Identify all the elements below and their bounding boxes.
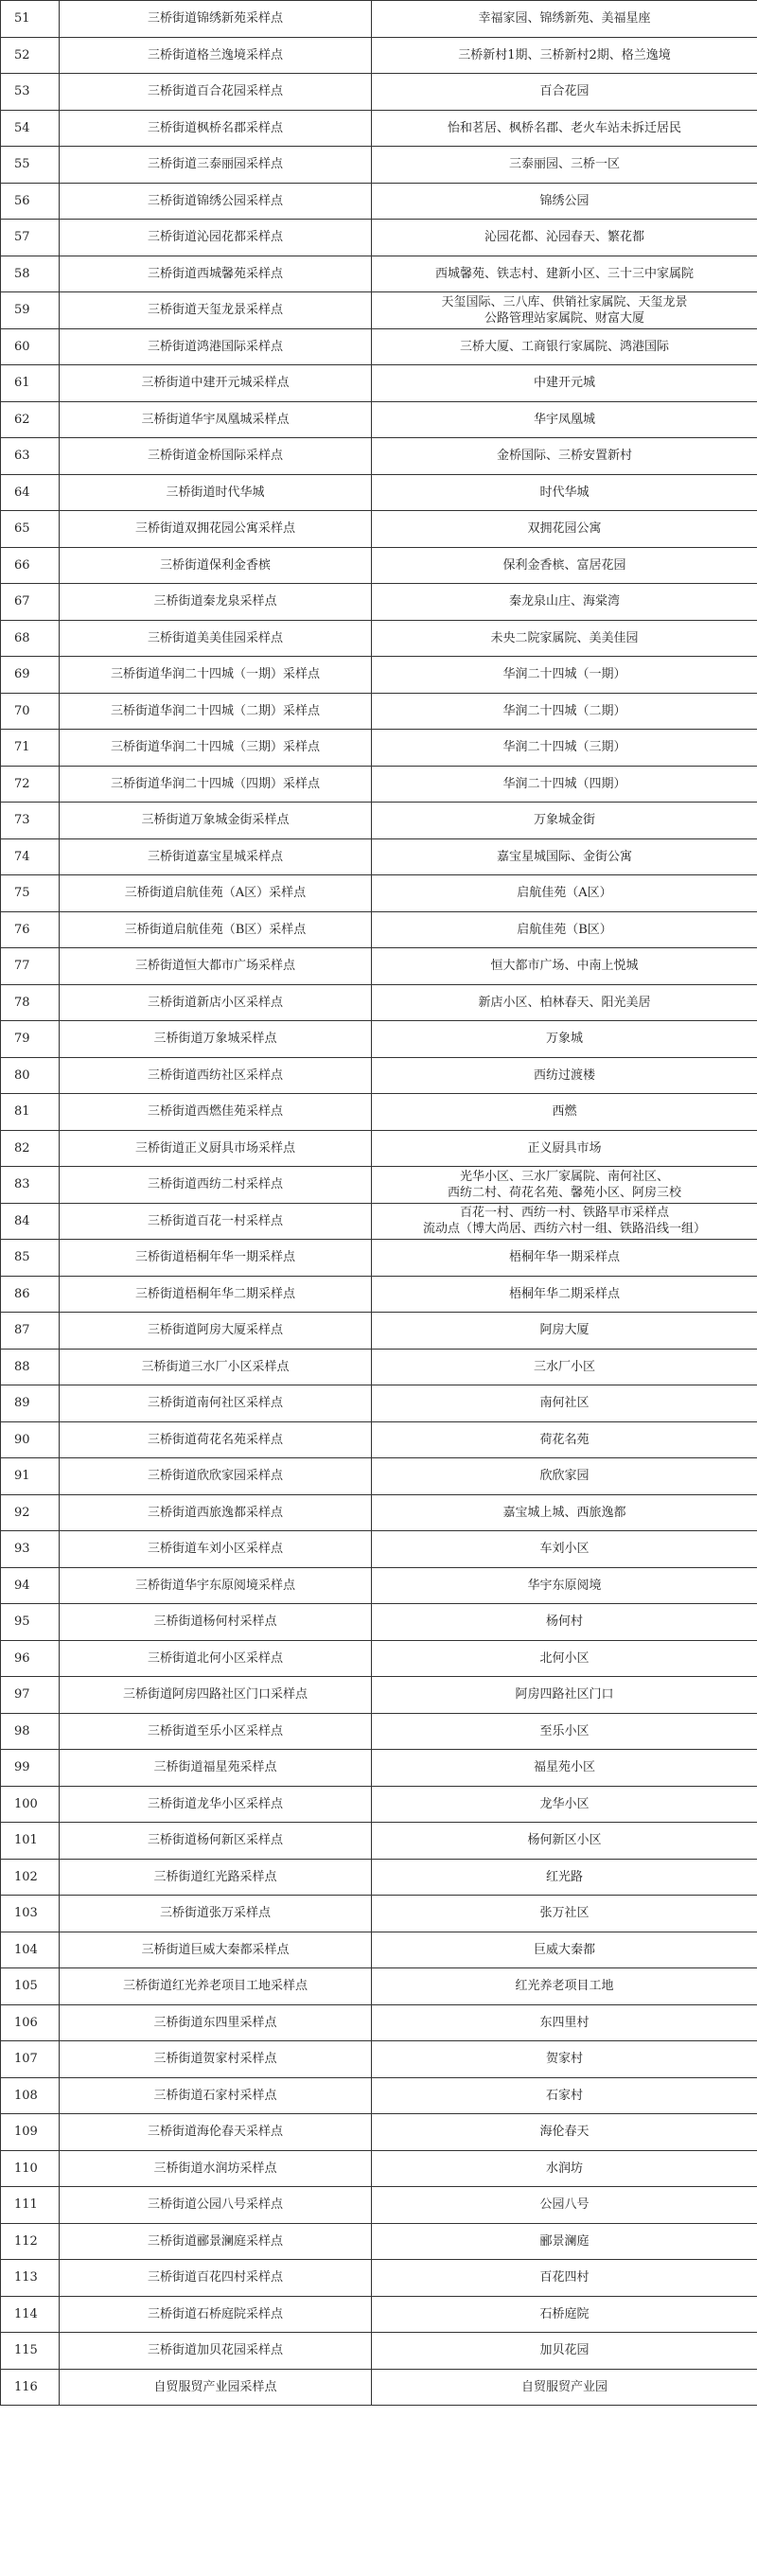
row-number: 106 [1,2004,60,2041]
covered-area: 西燃 [372,1094,757,1131]
table-row [1,620,757,657]
row-number: 76 [1,911,60,948]
table-row [1,1167,757,1204]
table-row [1,657,757,694]
sampling-site-name: 三桥街道荷花名苑采样点 [60,1421,372,1458]
row-number: 111 [1,2187,60,2224]
sampling-site-name: 三桥街道红光养老项目工地采样点 [60,1968,372,2005]
table-row [1,1,757,38]
covered-area: 张万社区 [372,1896,757,1932]
covered-area: 自贸服贸产业园 [372,2369,757,2406]
table-row [1,220,757,256]
table-row [1,401,757,438]
table-row [1,803,757,839]
sampling-site-name: 三桥街道西燃佳苑采样点 [60,1094,372,1131]
table-row [1,1567,757,1604]
covered-area: 天玺国际、三八库、供销社家属院、天玺龙景 公路管理站家属院、财富大厦 [372,292,757,329]
sampling-site-name: 三桥街道福星苑采样点 [60,1750,372,1787]
table-row [1,2369,757,2406]
covered-area: 梧桐年华二期采样点 [372,1276,757,1313]
table-row [1,584,757,621]
sampling-site-name: 三桥街道张万采样点 [60,1896,372,1932]
table-row [1,2333,757,2370]
table-row [1,2260,757,2297]
row-number: 53 [1,74,60,111]
sampling-site-name: 三桥街道恒大都市广场采样点 [60,948,372,985]
row-number: 56 [1,183,60,220]
covered-area: 至乐小区 [372,1713,757,1750]
sampling-site-name: 三桥街道贺家村采样点 [60,2041,372,2078]
row-number: 80 [1,1057,60,1094]
table-row [1,2077,757,2114]
sampling-site-name: 三桥街道三泰丽园采样点 [60,147,372,184]
sampling-site-name: 三桥街道万象城金街采样点 [60,803,372,839]
table-row [1,292,757,329]
covered-area: 未央二院家属院、美美佳园 [372,620,757,657]
table-row [1,1349,757,1385]
covered-area: 启航佳苑（B区） [372,911,757,948]
table-row [1,256,757,292]
sampling-site-name: 三桥街道格兰逸境采样点 [60,37,372,74]
covered-area: 红光养老项目工地 [372,1968,757,2005]
row-number: 98 [1,1713,60,1750]
sampling-site-name: 三桥街道锦绣新苑采样点 [60,1,372,38]
covered-area: 恒大都市广场、中南上悦城 [372,948,757,985]
table-row [1,1458,757,1495]
row-number: 107 [1,2041,60,2078]
sampling-site-name: 三桥街道美美佳园采样点 [60,620,372,657]
sampling-site-name: 三桥街道西纺二村采样点 [60,1167,372,1204]
row-number: 93 [1,1531,60,1568]
row-number: 67 [1,584,60,621]
table-row [1,1313,757,1350]
row-number: 85 [1,1240,60,1277]
table-row [1,147,757,184]
table-row [1,511,757,548]
covered-area: 欣欣家园 [372,1458,757,1495]
table-row [1,1896,757,1932]
row-number: 103 [1,1896,60,1932]
row-number: 58 [1,256,60,292]
sampling-site-name: 三桥街道锦绣公园采样点 [60,183,372,220]
covered-area: 华宇凤凰城 [372,401,757,438]
covered-area: 嘉宝星城国际、金街公寓 [372,838,757,875]
row-number: 54 [1,110,60,147]
table-row [1,1130,757,1167]
sampling-site-name: 三桥街道华润二十四城（三期）采样点 [60,730,372,767]
sampling-site-name: 三桥街道石桥庭院采样点 [60,2296,372,2333]
table-row [1,1203,757,1240]
row-number: 92 [1,1494,60,1531]
covered-area: 嘉宝城上城、西旅逸都 [372,1494,757,1531]
covered-area: 西城馨苑、铁志村、建新小区、三十三中家属院 [372,256,757,292]
sampling-site-name: 三桥街道杨何新区采样点 [60,1823,372,1860]
covered-area: 秦龙泉山庄、海棠湾 [372,584,757,621]
row-number: 113 [1,2260,60,2297]
sampling-site-name: 三桥街道杨何村采样点 [60,1604,372,1641]
covered-area: 百合花园 [372,74,757,111]
table-row [1,37,757,74]
table-row [1,365,757,402]
row-number: 73 [1,803,60,839]
covered-area: 车刘小区 [372,1531,757,1568]
row-number: 72 [1,766,60,803]
sampling-site-name: 三桥街道阿房大厦采样点 [60,1313,372,1350]
covered-area: 公园八号 [372,2187,757,2224]
table-row [1,1677,757,1714]
table-row [1,328,757,365]
sampling-site-name: 三桥街道梧桐年华一期采样点 [60,1240,372,1277]
table-row [1,110,757,147]
covered-area: 龙华小区 [372,1786,757,1823]
covered-area: 贺家村 [372,2041,757,2078]
covered-area: 三泰丽园、三桥一区 [372,147,757,184]
table-row [1,2296,757,2333]
covered-area: 华润二十四城（三期） [372,730,757,767]
covered-area: 保利金香槟、富居花园 [372,547,757,584]
sampling-site-name: 三桥街道鸿港国际采样点 [60,328,372,365]
sampling-site-name: 三桥街道金桥国际采样点 [60,438,372,475]
row-number: 74 [1,838,60,875]
row-number: 70 [1,693,60,730]
row-number: 62 [1,401,60,438]
sampling-site-name: 三桥街道正义厨具市场采样点 [60,1130,372,1167]
sampling-site-name: 三桥街道海伦春天采样点 [60,2114,372,2151]
row-number: 96 [1,1640,60,1677]
sampling-site-name: 三桥街道巨威大秦都采样点 [60,1932,372,1968]
table-row [1,547,757,584]
covered-area: 荷花名苑 [372,1421,757,1458]
sampling-site-name: 三桥街道华润二十四城（二期）采样点 [60,693,372,730]
covered-area: 杨何村 [372,1604,757,1641]
covered-area: 阿房大厦 [372,1313,757,1350]
row-number: 52 [1,37,60,74]
table-row [1,2041,757,2078]
covered-area: 正义厨具市场 [372,1130,757,1167]
sampling-site-name: 三桥街道百合花园采样点 [60,74,372,111]
row-number: 63 [1,438,60,475]
row-number: 59 [1,292,60,329]
sampling-site-name: 三桥街道中建开元城采样点 [60,365,372,402]
sampling-site-name: 三桥街道华宇东原阅境采样点 [60,1567,372,1604]
row-number: 94 [1,1567,60,1604]
table-row [1,1750,757,1787]
row-number: 95 [1,1604,60,1641]
covered-area: 中建开元城 [372,365,757,402]
table-row [1,984,757,1021]
row-number: 108 [1,2077,60,2114]
covered-area: 锦绣公园 [372,183,757,220]
row-number: 66 [1,547,60,584]
covered-area: 华润二十四城（二期） [372,693,757,730]
sampling-site-name: 三桥街道郦景澜庭采样点 [60,2223,372,2260]
row-number: 83 [1,1167,60,1204]
table-row [1,474,757,511]
covered-area: 百花四村 [372,2260,757,2297]
sampling-site-name: 三桥街道加贝花园采样点 [60,2333,372,2370]
sampling-site-name: 三桥街道嘉宝星城采样点 [60,838,372,875]
covered-area: 万象城 [372,1021,757,1058]
covered-area: 海伦春天 [372,2114,757,2151]
table-row [1,2223,757,2260]
covered-area: 华宇东原阅境 [372,1567,757,1604]
row-number: 87 [1,1313,60,1350]
covered-area: 华润二十四城（一期） [372,657,757,694]
covered-area: 三水厂小区 [372,1349,757,1385]
table-row [1,2187,757,2224]
covered-area: 加贝花园 [372,2333,757,2370]
row-number: 115 [1,2333,60,2370]
covered-area: 双拥花园公寓 [372,511,757,548]
table-row [1,1385,757,1422]
table-row [1,1713,757,1750]
sampling-site-name: 三桥街道至乐小区采样点 [60,1713,372,1750]
row-number: 51 [1,1,60,38]
row-number: 60 [1,328,60,365]
sampling-site-name: 三桥街道石家村采样点 [60,2077,372,2114]
covered-area: 杨何新区小区 [372,1823,757,1860]
table-row [1,1823,757,1860]
covered-area: 三桥大厦、工商银行家属院、鸿港国际 [372,328,757,365]
row-number: 102 [1,1859,60,1896]
table-row [1,438,757,475]
sampling-site-name: 三桥街道阿房四路社区门口采样点 [60,1677,372,1714]
row-number: 91 [1,1458,60,1495]
row-number: 104 [1,1932,60,1968]
row-number: 97 [1,1677,60,1714]
covered-area: 北何小区 [372,1640,757,1677]
sampling-site-name: 三桥街道西城馨苑采样点 [60,256,372,292]
covered-area: 沁园花都、沁园春天、繁花都 [372,220,757,256]
covered-area: 石家村 [372,2077,757,2114]
covered-area: 幸福家园、锦绣新苑、美福星座 [372,1,757,38]
row-number: 99 [1,1750,60,1787]
row-number: 65 [1,511,60,548]
row-number: 114 [1,2296,60,2333]
table-row [1,948,757,985]
row-number: 81 [1,1094,60,1131]
sampling-site-name: 三桥街道欣欣家园采样点 [60,1458,372,1495]
row-number: 89 [1,1385,60,1422]
sampling-site-name: 三桥街道百花四村采样点 [60,2260,372,2297]
covered-area: 南何社区 [372,1385,757,1422]
row-number: 105 [1,1968,60,2005]
sampling-site-name: 三桥街道东四里采样点 [60,2004,372,2041]
table-row [1,1094,757,1131]
covered-area: 百花一村、西纺一村、铁路早市采样点 流动点（博大尚居、西纺六村一组、铁路沿线一组） [372,1203,757,1240]
table-row [1,1240,757,1277]
sampling-site-name: 三桥街道北何小区采样点 [60,1640,372,1677]
table-row [1,1421,757,1458]
sampling-site-name: 三桥街道西纺社区采样点 [60,1057,372,1094]
sampling-site-name: 三桥街道枫桥名郡采样点 [60,110,372,147]
covered-area: 水润坊 [372,2150,757,2187]
table-row [1,911,757,948]
sampling-site-name: 三桥街道天玺龙景采样点 [60,292,372,329]
sampling-site-name: 自贸服贸产业园采样点 [60,2369,372,2406]
table-row [1,1859,757,1896]
table-row [1,183,757,220]
sampling-site-name: 三桥街道时代华城 [60,474,372,511]
sampling-site-name: 三桥街道水润坊采样点 [60,2150,372,2187]
covered-area: 金桥国际、三桥安置新村 [372,438,757,475]
covered-area: 郦景澜庭 [372,2223,757,2260]
sampling-site-name: 三桥街道红光路采样点 [60,1859,372,1896]
row-number: 112 [1,2223,60,2260]
covered-area: 石桥庭院 [372,2296,757,2333]
row-number: 82 [1,1130,60,1167]
table-row [1,2004,757,2041]
table-row [1,2150,757,2187]
sampling-site-name: 三桥街道保利金香槟 [60,547,372,584]
row-number: 100 [1,1786,60,1823]
sampling-site-name: 三桥街道新店小区采样点 [60,984,372,1021]
sampling-site-name: 三桥街道启航佳苑（A区）采样点 [60,875,372,912]
sampling-site-name: 三桥街道华润二十四城（四期）采样点 [60,766,372,803]
sampling-site-name: 三桥街道百花一村采样点 [60,1203,372,1240]
row-number: 86 [1,1276,60,1313]
table-row [1,74,757,111]
row-number: 90 [1,1421,60,1458]
table-row [1,875,757,912]
row-number: 68 [1,620,60,657]
row-number: 64 [1,474,60,511]
row-number: 69 [1,657,60,694]
covered-area: 三桥新村1期、三桥新村2期、格兰逸境 [372,37,757,74]
covered-area: 光华小区、三水厂家属院、南何社区、 西纺二村、荷花名苑、馨苑小区、阿房三校 [372,1167,757,1204]
table-row [1,2114,757,2151]
table-row [1,1786,757,1823]
row-number: 79 [1,1021,60,1058]
covered-area: 时代华城 [372,474,757,511]
covered-area: 启航佳苑（A区） [372,875,757,912]
sampling-site-name: 三桥街道西旅逸都采样点 [60,1494,372,1531]
sampling-site-name: 三桥街道华宇凤凰城采样点 [60,401,372,438]
row-number: 61 [1,365,60,402]
table-row [1,1968,757,2005]
sampling-site-name: 三桥街道秦龙泉采样点 [60,584,372,621]
sampling-site-name: 三桥街道南何社区采样点 [60,1385,372,1422]
covered-area: 华润二十四城（四期） [372,766,757,803]
sampling-site-name: 三桥街道双拥花园公寓采样点 [60,511,372,548]
sampling-site-name: 三桥街道万象城采样点 [60,1021,372,1058]
row-number: 84 [1,1203,60,1240]
table-row [1,1057,757,1094]
row-number: 57 [1,220,60,256]
table-row [1,1640,757,1677]
table-row [1,838,757,875]
covered-area: 东四里村 [372,2004,757,2041]
table-row [1,693,757,730]
row-number: 88 [1,1349,60,1385]
sampling-site-name: 三桥街道梧桐年华二期采样点 [60,1276,372,1313]
row-number: 101 [1,1823,60,1860]
covered-area: 怡和茗居、枫桥名郡、老火车站未拆迁居民 [372,110,757,147]
table-row [1,1531,757,1568]
sampling-site-name: 三桥街道龙华小区采样点 [60,1786,372,1823]
covered-area: 梧桐年华一期采样点 [372,1240,757,1277]
table-row [1,766,757,803]
covered-area: 万象城金街 [372,803,757,839]
row-number: 77 [1,948,60,985]
sampling-site-name: 三桥街道启航佳苑（B区）采样点 [60,911,372,948]
table-row [1,1932,757,1968]
covered-area: 阿房四路社区门口 [372,1677,757,1714]
row-number: 109 [1,2114,60,2151]
covered-area: 红光路 [372,1859,757,1896]
sampling-site-name: 三桥街道沁园花都采样点 [60,220,372,256]
sampling-site-name: 三桥街道车刘小区采样点 [60,1531,372,1568]
row-number: 116 [1,2369,60,2406]
sampling-site-name: 三桥街道三水厂小区采样点 [60,1349,372,1385]
table-body [1,1,757,2406]
covered-area: 新店小区、柏林春天、阳光美居 [372,984,757,1021]
row-number: 75 [1,875,60,912]
row-number: 55 [1,147,60,184]
table-row [1,1276,757,1313]
row-number: 110 [1,2150,60,2187]
covered-area: 福星苑小区 [372,1750,757,1787]
row-number: 78 [1,984,60,1021]
table-row [1,1021,757,1058]
sampling-site-name: 三桥街道华润二十四城（一期）采样点 [60,657,372,694]
sampling-site-name: 三桥街道公园八号采样点 [60,2187,372,2224]
row-number: 71 [1,730,60,767]
covered-area: 巨威大秦都 [372,1932,757,1968]
table-row [1,730,757,767]
table-row [1,1494,757,1531]
covered-area: 西纺过渡楼 [372,1057,757,1094]
table-row [1,1604,757,1641]
